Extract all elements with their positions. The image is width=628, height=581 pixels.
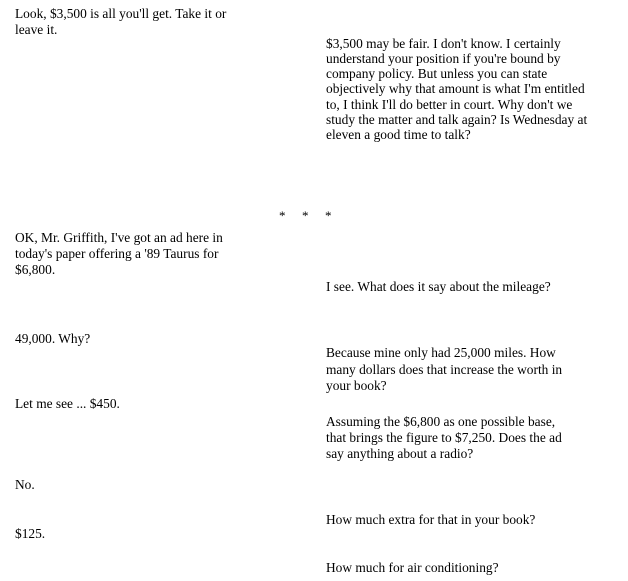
left-line: 49,000. Why? bbox=[15, 331, 91, 346]
right-line: Because mine only had 25,000 miles. How bbox=[326, 345, 556, 360]
left-line: today's paper offering a '89 Taurus for bbox=[15, 246, 219, 261]
left-line: Look, $3,500 is all you'll get. Take it or bbox=[15, 6, 227, 21]
left-line: No. bbox=[15, 477, 35, 492]
right-line: eleven a good time to talk? bbox=[326, 127, 471, 142]
left-line: OK, Mr. Griffith, I've got an ad here in bbox=[15, 230, 223, 245]
right-line: How much extra for that in your book? bbox=[326, 512, 536, 527]
right-line: How much for air conditioning? bbox=[326, 560, 499, 575]
right-line: objectively why that amount is what I'm entitled bbox=[326, 81, 585, 96]
right-line: $3,500 may be fair. I don't know. I certainly bbox=[326, 36, 561, 51]
left-line: Let me see ... $450. bbox=[15, 396, 120, 411]
left-line: leave it. bbox=[15, 22, 58, 37]
right-line: say anything about a radio? bbox=[326, 446, 474, 461]
separator-asterisk: * bbox=[279, 208, 286, 223]
right-line: understand your position if you're bound by bbox=[326, 51, 561, 66]
right-line: that brings the figure to $7,250. Does the ad bbox=[326, 430, 562, 445]
right-line: to, I think I'll do better in court. Why don't we bbox=[326, 97, 573, 112]
left-line: $125. bbox=[15, 526, 46, 541]
separator-asterisk: * bbox=[302, 208, 309, 223]
right-line: company policy. But unless you can state bbox=[326, 66, 548, 81]
right-line: study the matter and talk again? Is Wednesday at bbox=[326, 112, 588, 127]
right-line: many dollars does that increase the worth in bbox=[326, 362, 563, 377]
right-line: I see. What does it say about the mileage? bbox=[326, 279, 551, 294]
left-line: $6,800. bbox=[15, 262, 56, 277]
section-separator bbox=[275, 208, 345, 224]
separator-asterisk: * bbox=[325, 208, 332, 223]
right-line: your book? bbox=[326, 378, 387, 393]
right-line: Assuming the $6,800 as one possible base, bbox=[326, 414, 556, 429]
